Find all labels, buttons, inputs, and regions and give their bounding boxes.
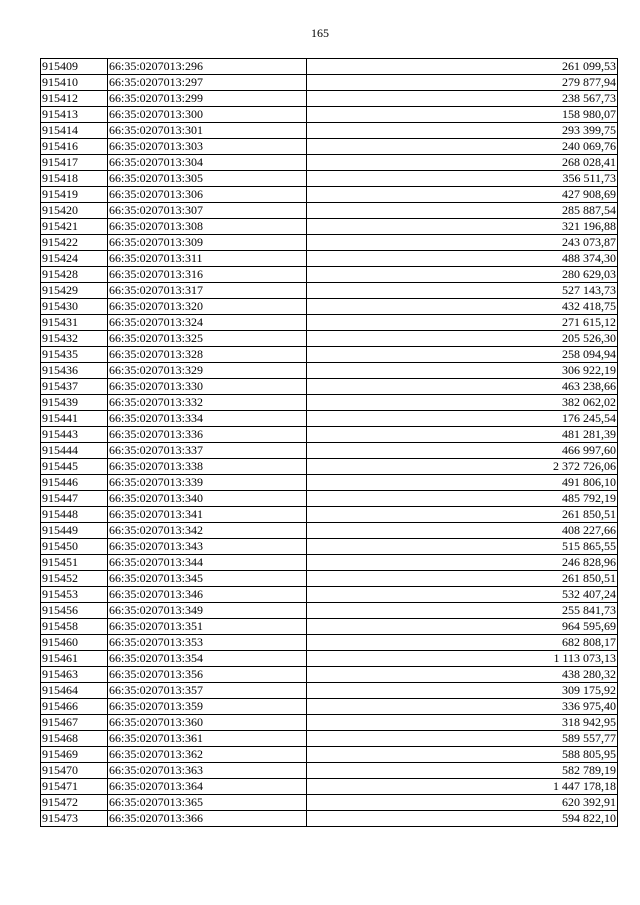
table-row xyxy=(41,347,618,363)
record-number-cell: 915441 xyxy=(41,411,108,427)
cadastral-number-cell: 66:35:0207013:344 xyxy=(108,555,307,571)
cadastral-number-cell: 66:35:0207013:364 xyxy=(108,779,307,795)
table-row xyxy=(41,811,618,827)
cadastral-number-cell: 66:35:0207013:330 xyxy=(108,379,307,395)
record-number-cell: 915456 xyxy=(41,603,108,619)
record-number-cell: 915412 xyxy=(41,91,108,107)
table-row xyxy=(41,267,618,283)
table-row xyxy=(41,667,618,683)
record-number-cell: 915428 xyxy=(41,267,108,283)
record-number-cell: 915451 xyxy=(41,555,108,571)
value-cell: 321 196,88 xyxy=(307,219,618,235)
value-cell: 261 099,53 xyxy=(307,59,618,75)
record-number-cell: 915419 xyxy=(41,187,108,203)
record-number-cell: 915447 xyxy=(41,491,108,507)
table-row xyxy=(41,635,618,651)
record-number-cell: 915472 xyxy=(41,795,108,811)
value-cell: 246 828,96 xyxy=(307,555,618,571)
value-cell: 279 877,94 xyxy=(307,75,618,91)
cadastral-number-cell: 66:35:0207013:337 xyxy=(108,443,307,459)
cadastral-number-cell: 66:35:0207013:329 xyxy=(108,363,307,379)
record-number-cell: 915469 xyxy=(41,747,108,763)
record-number-cell: 915437 xyxy=(41,379,108,395)
record-number-cell: 915443 xyxy=(41,427,108,443)
record-number-cell: 915414 xyxy=(41,123,108,139)
registry-table-body xyxy=(41,59,618,827)
record-number-cell: 915473 xyxy=(41,811,108,827)
table-row xyxy=(41,443,618,459)
record-number-cell: 915444 xyxy=(41,443,108,459)
cadastral-number-cell: 66:35:0207013:305 xyxy=(108,171,307,187)
value-cell: 491 806,10 xyxy=(307,475,618,491)
value-cell: 238 567,73 xyxy=(307,91,618,107)
cadastral-number-cell: 66:35:0207013:316 xyxy=(108,267,307,283)
value-cell: 408 227,66 xyxy=(307,523,618,539)
value-cell: 382 062,02 xyxy=(307,395,618,411)
table-row xyxy=(41,187,618,203)
cadastral-number-cell: 66:35:0207013:338 xyxy=(108,459,307,475)
cadastral-number-cell: 66:35:0207013:296 xyxy=(108,59,307,75)
value-cell: 158 980,07 xyxy=(307,107,618,123)
record-number-cell: 915453 xyxy=(41,587,108,603)
value-cell: 255 841,73 xyxy=(307,603,618,619)
table-row xyxy=(41,219,618,235)
record-number-cell: 915464 xyxy=(41,683,108,699)
table-row xyxy=(41,139,618,155)
table-row xyxy=(41,699,618,715)
record-number-cell: 915424 xyxy=(41,251,108,267)
record-number-cell: 915445 xyxy=(41,459,108,475)
record-number-cell: 915430 xyxy=(41,299,108,315)
value-cell: 280 629,03 xyxy=(307,267,618,283)
value-cell: 293 399,75 xyxy=(307,123,618,139)
record-number-cell: 915436 xyxy=(41,363,108,379)
table-row xyxy=(41,203,618,219)
table-row xyxy=(41,299,618,315)
record-number-cell: 915466 xyxy=(41,699,108,715)
table-row xyxy=(41,779,618,795)
cadastral-number-cell: 66:35:0207013:299 xyxy=(108,91,307,107)
value-cell: 285 887,54 xyxy=(307,203,618,219)
record-number-cell: 915468 xyxy=(41,731,108,747)
table-row xyxy=(41,571,618,587)
value-cell: 427 908,69 xyxy=(307,187,618,203)
record-number-cell: 915452 xyxy=(41,571,108,587)
table-row xyxy=(41,235,618,251)
record-number-cell: 915463 xyxy=(41,667,108,683)
table-row xyxy=(41,683,618,699)
record-number-cell: 915418 xyxy=(41,171,108,187)
value-cell: 432 418,75 xyxy=(307,299,618,315)
value-cell: 527 143,73 xyxy=(307,283,618,299)
cadastral-number-cell: 66:35:0207013:320 xyxy=(108,299,307,315)
record-number-cell: 915461 xyxy=(41,651,108,667)
cadastral-number-cell: 66:35:0207013:306 xyxy=(108,187,307,203)
table-row xyxy=(41,75,618,91)
table-row xyxy=(41,715,618,731)
value-cell: 240 069,76 xyxy=(307,139,618,155)
value-cell: 515 865,55 xyxy=(307,539,618,555)
record-number-cell: 915431 xyxy=(41,315,108,331)
cadastral-number-cell: 66:35:0207013:351 xyxy=(108,619,307,635)
table-row xyxy=(41,331,618,347)
record-number-cell: 915471 xyxy=(41,779,108,795)
table-row xyxy=(41,763,618,779)
table-row xyxy=(41,651,618,667)
cadastral-number-cell: 66:35:0207013:317 xyxy=(108,283,307,299)
value-cell: 588 805,95 xyxy=(307,747,618,763)
cadastral-number-cell: 66:35:0207013:362 xyxy=(108,747,307,763)
record-number-cell: 915422 xyxy=(41,235,108,251)
cadastral-number-cell: 66:35:0207013:356 xyxy=(108,667,307,683)
value-cell: 485 792,19 xyxy=(307,491,618,507)
value-cell: 176 245,54 xyxy=(307,411,618,427)
cadastral-number-cell: 66:35:0207013:303 xyxy=(108,139,307,155)
value-cell: 532 407,24 xyxy=(307,587,618,603)
table-row xyxy=(41,395,618,411)
table-row xyxy=(41,555,618,571)
table-row xyxy=(41,59,618,75)
value-cell: 268 028,41 xyxy=(307,155,618,171)
record-number-cell: 915417 xyxy=(41,155,108,171)
table-row xyxy=(41,363,618,379)
table-row xyxy=(41,731,618,747)
table-row xyxy=(41,155,618,171)
cadastral-number-cell: 66:35:0207013:301 xyxy=(108,123,307,139)
record-number-cell: 915450 xyxy=(41,539,108,555)
value-cell: 620 392,91 xyxy=(307,795,618,811)
record-number-cell: 915449 xyxy=(41,523,108,539)
record-number-cell: 915420 xyxy=(41,203,108,219)
value-cell: 261 850,51 xyxy=(307,507,618,523)
value-cell: 1 113 073,13 xyxy=(307,651,618,667)
cadastral-number-cell: 66:35:0207013:336 xyxy=(108,427,307,443)
cadastral-number-cell: 66:35:0207013:363 xyxy=(108,763,307,779)
cadastral-number-cell: 66:35:0207013:353 xyxy=(108,635,307,651)
value-cell: 336 975,40 xyxy=(307,699,618,715)
record-number-cell: 915439 xyxy=(41,395,108,411)
table-row xyxy=(41,523,618,539)
cadastral-number-cell: 66:35:0207013:361 xyxy=(108,731,307,747)
value-cell: 438 280,32 xyxy=(307,667,618,683)
record-number-cell: 915435 xyxy=(41,347,108,363)
value-cell: 964 595,69 xyxy=(307,619,618,635)
table-row xyxy=(41,587,618,603)
table-row xyxy=(41,491,618,507)
cadastral-number-cell: 66:35:0207013:366 xyxy=(108,811,307,827)
cadastral-number-cell: 66:35:0207013:308 xyxy=(108,219,307,235)
table-row xyxy=(41,795,618,811)
cadastral-number-cell: 66:35:0207013:346 xyxy=(108,587,307,603)
record-number-cell: 915448 xyxy=(41,507,108,523)
value-cell: 488 374,30 xyxy=(307,251,618,267)
table-row xyxy=(41,171,618,187)
value-cell: 243 073,87 xyxy=(307,235,618,251)
cadastral-number-cell: 66:35:0207013:300 xyxy=(108,107,307,123)
record-number-cell: 915413 xyxy=(41,107,108,123)
table-row xyxy=(41,427,618,443)
value-cell: 463 238,66 xyxy=(307,379,618,395)
cadastral-number-cell: 66:35:0207013:349 xyxy=(108,603,307,619)
value-cell: 589 557,77 xyxy=(307,731,618,747)
record-number-cell: 915432 xyxy=(41,331,108,347)
cadastral-number-cell: 66:35:0207013:309 xyxy=(108,235,307,251)
registry-table xyxy=(40,58,618,827)
table-row xyxy=(41,603,618,619)
value-cell: 466 997,60 xyxy=(307,443,618,459)
cadastral-number-cell: 66:35:0207013:341 xyxy=(108,507,307,523)
cadastral-number-cell: 66:35:0207013:328 xyxy=(108,347,307,363)
cadastral-number-cell: 66:35:0207013:307 xyxy=(108,203,307,219)
value-cell: 2 372 726,06 xyxy=(307,459,618,475)
cadastral-number-cell: 66:35:0207013:360 xyxy=(108,715,307,731)
record-number-cell: 915460 xyxy=(41,635,108,651)
table-row xyxy=(41,507,618,523)
record-number-cell: 915429 xyxy=(41,283,108,299)
page-number: 165 xyxy=(311,26,329,40)
table-row xyxy=(41,539,618,555)
record-number-cell: 915470 xyxy=(41,763,108,779)
cadastral-number-cell: 66:35:0207013:334 xyxy=(108,411,307,427)
table-row xyxy=(41,379,618,395)
cadastral-number-cell: 66:35:0207013:325 xyxy=(108,331,307,347)
table-row xyxy=(41,475,618,491)
table-row xyxy=(41,91,618,107)
table-row xyxy=(41,251,618,267)
cadastral-number-cell: 66:35:0207013:343 xyxy=(108,539,307,555)
cadastral-number-cell: 66:35:0207013:342 xyxy=(108,523,307,539)
table-row xyxy=(41,107,618,123)
value-cell: 594 822,10 xyxy=(307,811,618,827)
value-cell: 205 526,30 xyxy=(307,331,618,347)
record-number-cell: 915446 xyxy=(41,475,108,491)
record-number-cell: 915410 xyxy=(41,75,108,91)
cadastral-number-cell: 66:35:0207013:339 xyxy=(108,475,307,491)
cadastral-number-cell: 66:35:0207013:345 xyxy=(108,571,307,587)
value-cell: 306 922,19 xyxy=(307,363,618,379)
table-row xyxy=(41,619,618,635)
record-number-cell: 915416 xyxy=(41,139,108,155)
cadastral-number-cell: 66:35:0207013:340 xyxy=(108,491,307,507)
cadastral-number-cell: 66:35:0207013:304 xyxy=(108,155,307,171)
table-row xyxy=(41,283,618,299)
cadastral-number-cell: 66:35:0207013:357 xyxy=(108,683,307,699)
cadastral-number-cell: 66:35:0207013:332 xyxy=(108,395,307,411)
table-row xyxy=(41,747,618,763)
value-cell: 481 281,39 xyxy=(307,427,618,443)
record-number-cell: 915421 xyxy=(41,219,108,235)
value-cell: 318 942,95 xyxy=(307,715,618,731)
value-cell: 271 615,12 xyxy=(307,315,618,331)
table-row xyxy=(41,459,618,475)
value-cell: 582 789,19 xyxy=(307,763,618,779)
value-cell: 258 094,94 xyxy=(307,347,618,363)
cadastral-number-cell: 66:35:0207013:365 xyxy=(108,795,307,811)
cadastral-number-cell: 66:35:0207013:359 xyxy=(108,699,307,715)
cadastral-number-cell: 66:35:0207013:311 xyxy=(108,251,307,267)
cadastral-number-cell: 66:35:0207013:324 xyxy=(108,315,307,331)
value-cell: 309 175,92 xyxy=(307,683,618,699)
record-number-cell: 915409 xyxy=(41,59,108,75)
record-number-cell: 915467 xyxy=(41,715,108,731)
value-cell: 356 511,73 xyxy=(307,171,618,187)
value-cell: 1 447 178,18 xyxy=(307,779,618,795)
value-cell: 682 808,17 xyxy=(307,635,618,651)
table-row xyxy=(41,315,618,331)
table-row xyxy=(41,411,618,427)
record-number-cell: 915458 xyxy=(41,619,108,635)
value-cell: 261 850,51 xyxy=(307,571,618,587)
cadastral-number-cell: 66:35:0207013:354 xyxy=(108,651,307,667)
table-row xyxy=(41,123,618,139)
cadastral-number-cell: 66:35:0207013:297 xyxy=(108,75,307,91)
